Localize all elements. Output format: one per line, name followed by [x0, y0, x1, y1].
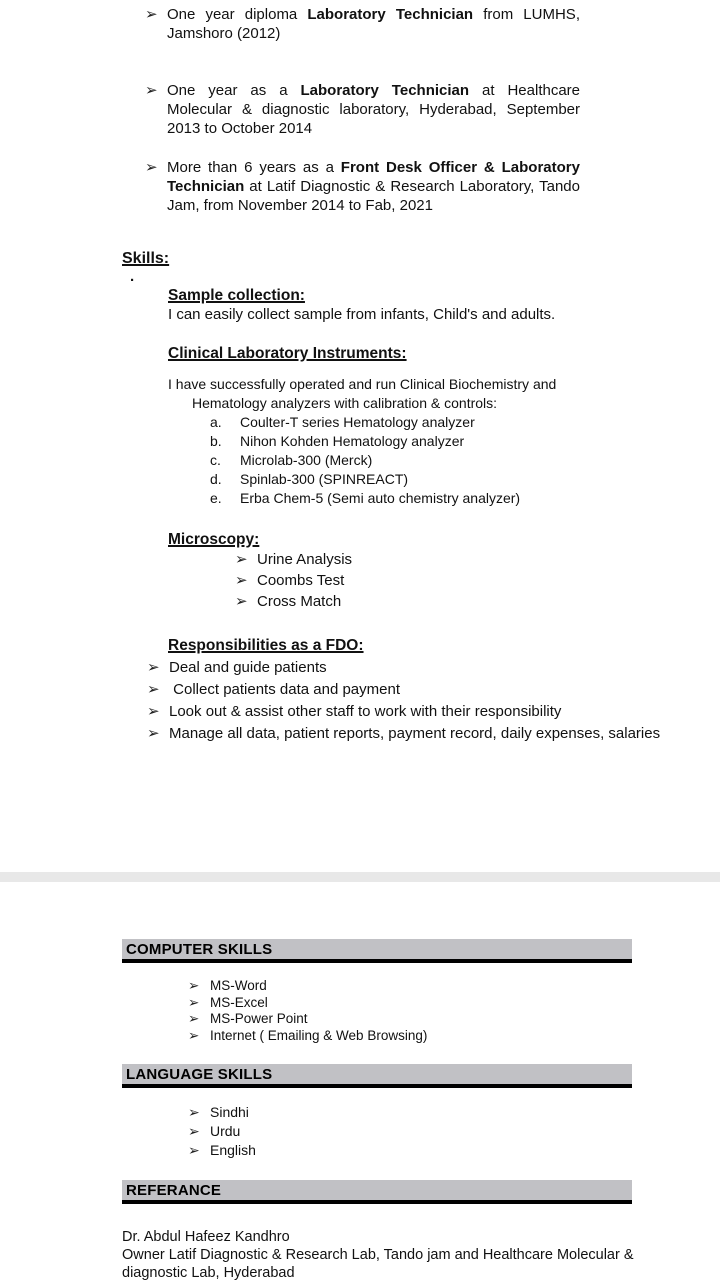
experience-list — [145, 0, 580, 215]
fdo-item-label: Look out & assist other staff to work with their responsibility — [169, 703, 562, 720]
list-item — [210, 489, 660, 508]
letter-marker: e. — [210, 490, 222, 506]
list-item — [210, 451, 660, 470]
instrument-name: Nihon Kohden Hematology analyzer — [240, 433, 465, 449]
reference-name: Dr. Abdul Hafeez Kandhro — [122, 1229, 290, 1245]
instrument-name: Spinlab-300 (SPINREACT) — [240, 471, 409, 487]
list-item — [188, 1011, 720, 1028]
experience-text-pre: More than 6 years as a — [167, 159, 341, 176]
microscopy-item-label: Urine Analysis — [257, 551, 353, 568]
document-page-2 — [0, 882, 720, 1280]
instrument-name: Microlab-300 (Merck) — [240, 452, 373, 468]
arrow-bullet-icon: ➢ — [145, 6, 158, 23]
arrow-bullet-icon: ➢ — [188, 1123, 200, 1139]
list-item — [210, 413, 660, 432]
instruments-intro — [168, 375, 660, 413]
experience-item — [145, 5, 580, 43]
arrow-bullet-icon: ➢ — [188, 1027, 200, 1043]
computer-skill-label: MS-Power Point — [210, 1011, 308, 1026]
experience-item — [145, 158, 580, 215]
experience-item — [145, 81, 580, 138]
microscopy-item-label: Cross Match — [257, 593, 342, 610]
arrow-bullet-icon: ➢ — [235, 593, 248, 610]
instrument-name: Coulter-T series Hematology analyzer — [240, 414, 475, 430]
computer-skill-label: MS-Excel — [210, 994, 268, 1010]
letter-marker: a. — [210, 414, 222, 430]
list-item — [210, 432, 660, 451]
experience-text-pre: One year as a — [167, 82, 301, 99]
arrow-bullet-icon: ➢ — [188, 994, 200, 1010]
arrow-bullet-icon: ➢ — [147, 681, 160, 698]
list-item — [188, 1028, 720, 1045]
experience-item-text — [167, 5, 580, 43]
list-item — [147, 701, 680, 723]
fdo-responsibilities-list — [147, 657, 680, 745]
experience-text-bold: Front Desk Officer & Laboratory Technician — [167, 159, 580, 195]
arrow-bullet-icon: ➢ — [188, 978, 200, 993]
section-header-computer-skills: COMPUTER SKILLS — [122, 939, 632, 963]
arrow-bullet-icon: ➢ — [188, 1142, 200, 1158]
arrow-bullet-icon: ➢ — [147, 659, 160, 676]
experience-text-pre: One year diploma — [167, 6, 308, 23]
list-item — [188, 1103, 720, 1122]
arrow-bullet-icon: ➢ — [147, 703, 160, 720]
language-label: English — [210, 1142, 256, 1158]
subheading-clinical-instruments: Clinical Laboratory Instruments: — [168, 345, 407, 362]
fdo-item-label: Collect patients data and payment — [169, 681, 400, 698]
list-item — [188, 1122, 720, 1141]
list-item — [235, 549, 660, 570]
computer-skills-list — [188, 978, 720, 1044]
arrow-bullet-icon: ➢ — [235, 572, 248, 589]
microscopy-item-label: Coombs Test — [257, 572, 345, 589]
list-item — [235, 591, 660, 612]
list-item — [147, 679, 680, 701]
subheading-microscopy: Microscopy: — [168, 531, 260, 548]
computer-skill-label: Internet ( Emailing & Web Browsing) — [210, 1027, 428, 1043]
computer-skill-label: MS-Word — [210, 978, 267, 993]
instrument-name: Erba Chem-5 (Semi auto chemistry analyzer) — [240, 490, 521, 506]
sample-collection-body: I can easily collect sample from infants, Child's and adults. — [168, 306, 556, 323]
list-item — [210, 470, 660, 489]
skills-subsections — [168, 286, 660, 655]
letter-marker: b. — [210, 433, 222, 449]
section-heading-skills: Skills: — [122, 250, 170, 267]
arrow-bullet-icon: ➢ — [147, 725, 160, 742]
list-item — [147, 723, 680, 745]
list-item — [188, 1141, 720, 1160]
letter-marker: d. — [210, 471, 222, 487]
experience-text-post: from LUMHS, Jamshoro (2012) — [167, 6, 580, 42]
arrow-bullet-icon: ➢ — [145, 82, 158, 99]
microscopy-list — [235, 549, 660, 612]
experience-item-text — [167, 158, 580, 215]
language-label: Urdu — [210, 1123, 241, 1139]
experience-text-bold: Laboratory Technician — [307, 6, 474, 23]
page-break-separator — [0, 872, 720, 882]
experience-item-text — [167, 81, 580, 138]
experience-text-post: at Healthcare Molecular & diagnostic laboratory, Hyderabad, September 2013 to October 2014 — [167, 82, 581, 137]
experience-text-post: at Latif Diagnostic & Research Laboratory, Tando Jam, from November 2014 to Fab, 2021 — [167, 178, 580, 214]
language-label: Sindhi — [210, 1104, 249, 1120]
instruments-intro-line1: I have successfully operated and run Clinical Biochemistry and — [168, 376, 557, 392]
language-skills-list — [188, 1103, 720, 1160]
experience-text-bold: Laboratory Technician — [300, 82, 470, 99]
list-item — [147, 657, 680, 679]
fdo-item-label: Manage all data, patient reports, payment record, daily expenses, salaries — [169, 725, 661, 742]
instruments-intro-line2: Hematology analyzers with calibration & controls: — [192, 395, 498, 411]
list-item — [235, 570, 660, 591]
section-header-reference: REFERANCE — [122, 1180, 632, 1204]
letter-marker: c. — [210, 452, 221, 468]
subheading-sample-collection: Sample collection: — [168, 287, 305, 304]
reference-details: Owner Latif Diagnostic & Research Lab, Tando jam and Healthcare Molecular & diagnostic Lab, Hyderabad — [122, 1247, 634, 1280]
fdo-item-label: Deal and guide patients — [169, 659, 327, 676]
subheading-responsibilities-fdo: Responsibilities as a FDO: — [168, 637, 364, 654]
arrow-bullet-icon: ➢ — [235, 551, 248, 568]
list-item — [188, 995, 720, 1012]
stray-dot-text: . — [130, 268, 135, 285]
list-item — [188, 978, 720, 995]
reference-block — [122, 1228, 640, 1280]
section-header-language-skills: LANGUAGE SKILLS — [122, 1064, 632, 1088]
instruments-list — [210, 413, 660, 508]
arrow-bullet-icon: ➢ — [145, 159, 158, 176]
arrow-bullet-icon: ➢ — [188, 1011, 200, 1026]
arrow-bullet-icon: ➢ — [188, 1104, 200, 1120]
